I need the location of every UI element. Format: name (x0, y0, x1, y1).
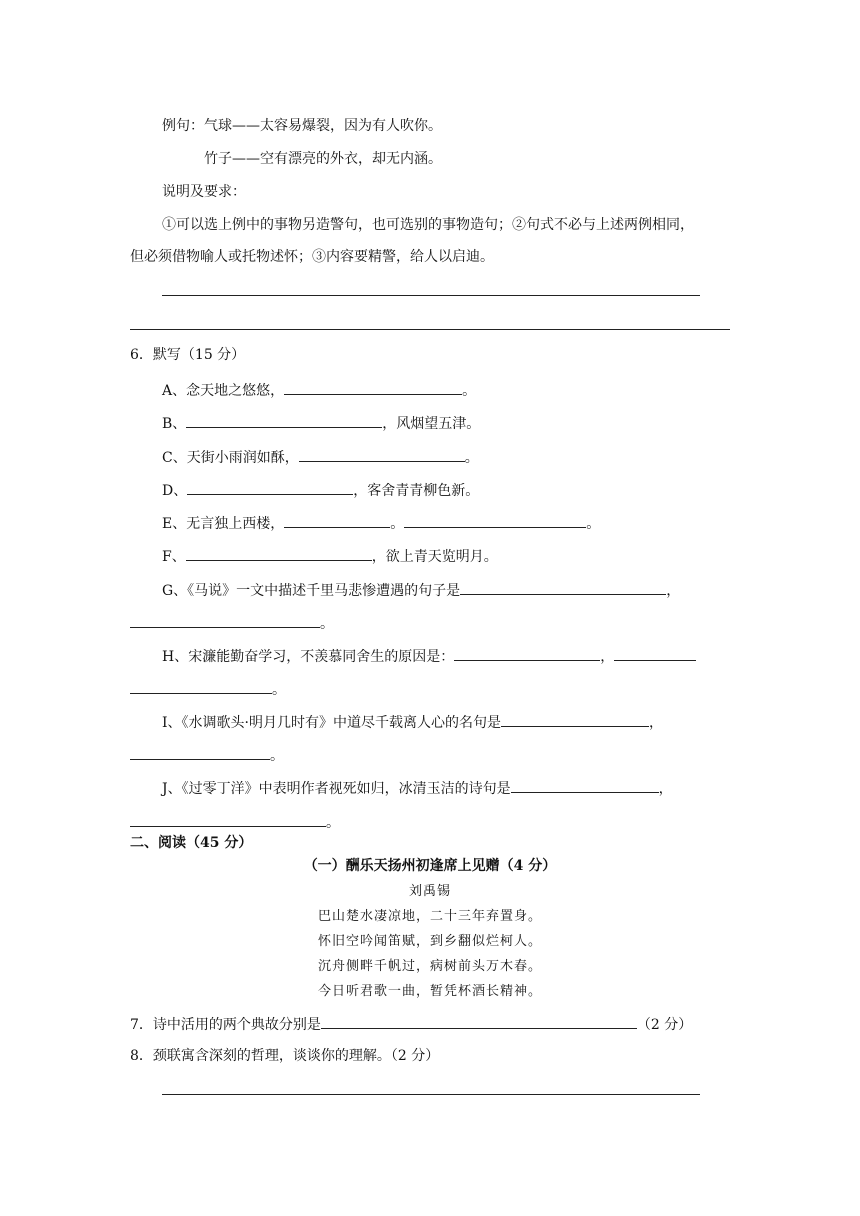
example-line-2: 竹子——空有漂亮的外衣，却无内涵。 (204, 151, 442, 167)
q7-points: （2 分） (636, 1017, 693, 1033)
q6-a-end: 。 (462, 383, 477, 399)
answer-line[interactable] (130, 329, 730, 330)
q8-text: 8．颈联寓含深刻的哲理，谈谈你的理解。（2 分） (130, 1048, 440, 1064)
q6-e-mid: 。 (390, 516, 405, 532)
q6-a-text: A、念天地之悠悠， (162, 383, 285, 399)
q6-item-b (162, 413, 480, 433)
q6-item-c (162, 447, 479, 467)
q6-item-g (162, 580, 680, 600)
q6-b-text: B、 (162, 416, 187, 432)
q6-f-blank[interactable] (186, 546, 372, 561)
q7-blank[interactable] (321, 1014, 637, 1029)
poem-line-4: 今日听君歌一曲，暂凭杯酒长精神。 (317, 984, 542, 999)
q6-a-blank[interactable] (284, 380, 462, 395)
q6-g-blank-1[interactable] (460, 580, 666, 595)
q6-c-end: 。 (464, 450, 479, 466)
q6-e-blank-1[interactable] (284, 513, 390, 528)
q6-e-end: 。 (586, 516, 601, 532)
q6-i-comma: ， (648, 715, 663, 731)
q6-item-h-cont (130, 679, 286, 699)
q6-i-text: I、《水调歌头·明月几时有》中道尽千载离人心的名句是 (162, 715, 501, 731)
q7 (130, 1014, 692, 1034)
q6-i-end: 。 (270, 748, 284, 764)
q6-item-g-cont (130, 613, 334, 633)
q6-g-blank-2[interactable] (130, 613, 320, 628)
q7-text: 7．诗中活用的两个典故分别是 (130, 1017, 321, 1033)
instructions-label: 说明及要求： (162, 184, 246, 200)
q6-h-blank-2[interactable] (614, 646, 696, 661)
poem-line-3: 沉舟侧畔千帆过，病树前头万木春。 (317, 959, 542, 974)
q6-d-blank[interactable] (187, 480, 353, 495)
q6-g-text: G、《马说》一文中描述千里马悲惨遭遇的句子是 (162, 583, 461, 599)
q6-title: 6．默写（15 分） (130, 347, 246, 363)
q6-j-comma: ， (658, 781, 673, 797)
q6-f-text: F、 (162, 549, 186, 565)
q6-item-h (162, 646, 696, 666)
q6-d-text: D、 (162, 483, 188, 499)
q6-item-e (162, 513, 600, 533)
q6-item-d (162, 480, 479, 500)
instructions-line-2: 但必须借物喻人或托物述怀；③内容要精警，给人以启迪。 (130, 249, 494, 265)
q6-c-text: C、天街小雨润如酥， (162, 450, 299, 466)
q6-e-text: E、无言独上西楼， (162, 516, 285, 532)
section-2-title: 二、阅读（45 分） (130, 835, 253, 851)
q6-i-blank-2[interactable] (130, 745, 270, 760)
q6-g-comma: ， (666, 583, 681, 599)
q6-c-blank[interactable] (299, 447, 465, 462)
answer-line[interactable] (162, 295, 700, 296)
q6-item-j (162, 778, 673, 798)
q6-g-end: 。 (320, 616, 334, 632)
q6-h-end: 。 (272, 682, 286, 698)
instructions-line-1: ①可以选上例中的事物另造警句，也可选别的事物造句；②句式不必与上述两例相同， (162, 217, 694, 233)
q6-b-blank[interactable] (186, 413, 382, 428)
q6-b-end: ，风烟望五津。 (382, 416, 481, 432)
q6-h-text: H、宋濂能勤奋学习，不羡慕同舍生的原因是： (162, 649, 455, 665)
q6-d-end: ，客舍青青柳色新。 (353, 483, 480, 499)
answer-line[interactable] (162, 1094, 700, 1095)
q6-i-blank-1[interactable] (501, 712, 649, 727)
q6-item-f (162, 546, 498, 566)
q6-j-text: J、《过零丁洋》中表明作者视死如归，冰清玉洁的诗句是 (162, 781, 511, 797)
q6-f-end: ，欲上青天览明月。 (371, 549, 498, 565)
example-line-1: 例句：气球——太容易爆裂，因为有人吹你。 (162, 118, 442, 134)
q6-j-blank-1[interactable] (511, 778, 659, 793)
q6-h-blank-3[interactable] (130, 679, 272, 694)
q6-item-i-cont (130, 745, 284, 765)
poem-title: （一）酬乐天扬州初逢席上见赠（4 分） (303, 858, 557, 874)
q6-e-blank-2[interactable] (404, 513, 586, 528)
poem-line-2: 怀旧空吟闻笛赋，到乡翻似烂柯人。 (317, 934, 542, 949)
poem-line-1: 巴山楚水凄凉地，二十三年弃置身。 (317, 909, 542, 924)
q6-item-j-cont (130, 812, 340, 832)
q6-h-blank-1[interactable] (454, 646, 600, 661)
q6-item-i (162, 712, 663, 732)
q6-j-blank-2[interactable] (130, 812, 326, 827)
poem-author: 刘禹锡 (408, 884, 451, 899)
q6-item-a (162, 380, 476, 400)
q6-h-comma: ， (600, 649, 615, 665)
q6-j-end: 。 (326, 815, 340, 831)
